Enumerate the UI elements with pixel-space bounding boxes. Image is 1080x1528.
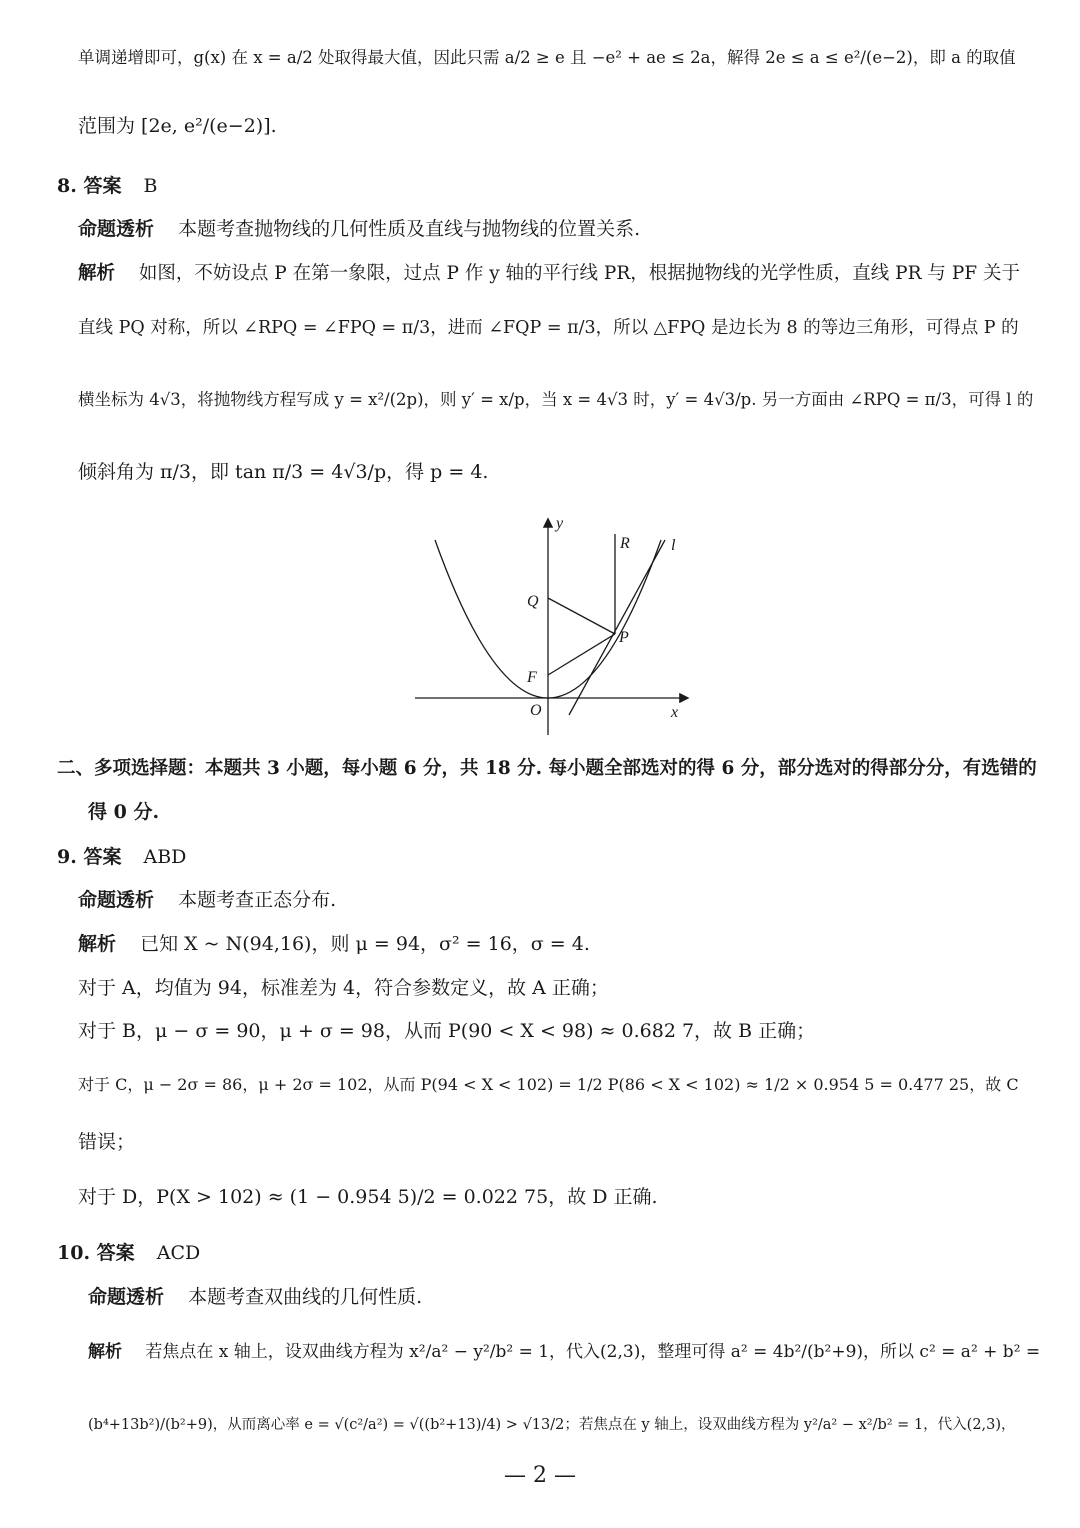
- label-q: Q: [527, 593, 539, 610]
- q9-analysis-label: 命题透析: [78, 889, 155, 911]
- q9-option-c-1: 对于 C，μ − 2σ = 86，μ + 2σ = 102，从而 P(94 < X < 102) = 1/2 P(86 < X < 102) ≈ 1/2 × 0.954 5 = 0.477 25，故 C: [78, 1075, 1019, 1094]
- segment-qp: [548, 598, 615, 634]
- q10-analysis-text: 本题考查双曲线的几何性质.: [188, 1286, 423, 1308]
- q10-answer: ACD: [156, 1242, 201, 1264]
- q9-sol-label: 解析: [78, 933, 117, 955]
- label-f: F: [527, 669, 537, 686]
- q10-analysis-label: 命题透析: [88, 1286, 165, 1308]
- q10-sol-text-1: 若焦点在 x 轴上，设双曲线方程为 x²/a² − y²/b² = 1，代入(2,3)，整理可得 a² = 4b²/(b²+9)，所以 c² = a² + b² =: [145, 1342, 1041, 1362]
- q9-option-a: 对于 A，均值为 94，标准差为 4，符合参数定义，故 A 正确；: [78, 977, 609, 999]
- text-line-2: 范围为 [2e, e²/(e−2)].: [78, 115, 277, 137]
- q9-option-d: 对于 D，P(X > 102) ≈ (1 − 0.954 5)/2 = 0.022 75，故 D 正确.: [78, 1186, 658, 1208]
- q8-analysis-text: 本题考查抛物线的几何性质及直线与抛物线的位置关系.: [178, 218, 641, 240]
- q10-sol-label: 解析: [88, 1342, 122, 1362]
- q8-sol-label: 解析: [78, 263, 116, 284]
- section-2-line-2: 得 0 分.: [88, 801, 160, 823]
- segment-fp: [548, 634, 615, 675]
- q8-answer: B: [143, 175, 158, 197]
- q8-solution-1: [78, 265, 1020, 284]
- q8-analysis: [78, 220, 640, 239]
- section-2-line-1: 二、多项选择题：本题共 3 小题，每小题 6 分，共 18 分. 每小题全部选对的得 6 分，部分选对的得部分分，有选错的: [57, 758, 1037, 779]
- label-o: O: [530, 702, 542, 719]
- text-line-1: 单调递增即可，g(x) 在 x = a/2 处取得最大值，因此只需 a/2 ≥ e 且 −e² + ae ≤ 2a，解得 2e ≤ a ≤ e²/(e−2)，即 a 的取值: [78, 48, 1016, 67]
- q8-header: [57, 177, 157, 196]
- q8-analysis-label: 命题透析: [78, 218, 155, 240]
- label-y: y: [556, 515, 564, 532]
- q10-analysis: [88, 1288, 422, 1307]
- q9-header: [57, 848, 186, 867]
- q9-answer: ABD: [143, 846, 187, 868]
- label-l: l: [671, 537, 676, 554]
- q10-header: [57, 1244, 200, 1263]
- q9-analysis-text: 本题考查正态分布.: [178, 889, 337, 911]
- q9-option-b: 对于 B，μ − σ = 90，μ + σ = 98，从而 P(90 < X < 98) ≈ 0.682 7，故 B 正确；: [78, 1020, 816, 1042]
- q8-solution-4: 倾斜角为 π/3，即 tan π/3 = 4√3/p，得 p = 4.: [78, 461, 489, 483]
- q8-solution-3: 横坐标为 4√3，将抛物线方程写成 y = x²/(2p)，则 y′ = x/p，当 x = 4√3 时，y′ = 4√3/p. 另一方面由 ∠RPQ = π/3，可得 l 的: [78, 390, 1034, 409]
- q9-head-label: 9. 答案: [57, 846, 122, 868]
- q10-solution-2: (b⁴+13b²)/(b²+9)，从而离心率 e = √(c²/a²) = √((b²+13)/4) > √13/2；若焦点在 y 轴上，设双曲线方程为 y²/a² − x²/b² = 1，代入(2,3)，: [88, 1417, 1016, 1433]
- page-number: — 2 —: [504, 1463, 576, 1488]
- q9-solution-1: [78, 935, 590, 954]
- q9-analysis: [78, 891, 336, 910]
- q8-head-label: 8. 答案: [57, 175, 122, 197]
- label-p: P: [619, 629, 629, 646]
- label-x: x: [671, 704, 679, 721]
- q10-head-label: 10. 答案: [57, 1242, 135, 1264]
- q8-solution-2: 直线 PQ 对称，所以 ∠RPQ = ∠FPQ = π/3，进而 ∠FQP = π/3，所以 △FPQ 是边长为 8 的等边三角形，可得点 P 的: [78, 318, 1019, 338]
- q9-sol-text-1: 已知 X ~ N(94,16)，则 μ = 94，σ² = 16，σ = 4.: [140, 933, 590, 955]
- parabola-figure: [405, 510, 705, 740]
- q9-option-c-2: 错误；: [78, 1131, 136, 1153]
- tangent-line-l: [569, 540, 665, 715]
- q8-sol-text-1: 如图，不妨设点 P 在第一象限，过点 P 作 y 轴的平行线 PR，根据抛物线的光学性质，直线 PR 与 PF 关于: [138, 263, 1020, 284]
- q10-solution-1: [88, 1344, 1040, 1361]
- label-r: R: [620, 535, 630, 552]
